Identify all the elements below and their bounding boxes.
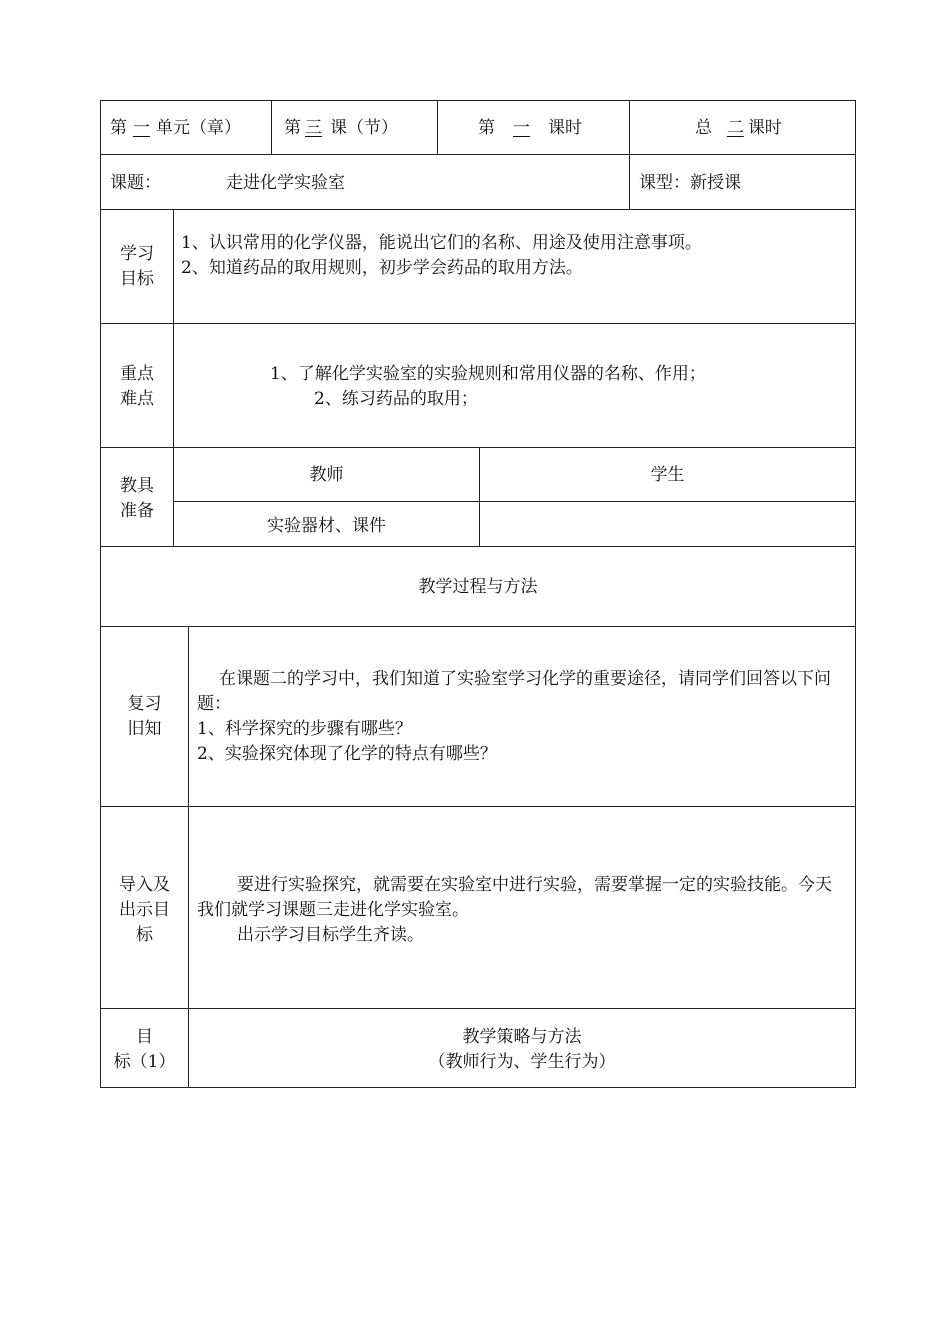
header-unit [110, 116, 241, 140]
keypoint-item-2: 2、练习药品的取用； [314, 389, 478, 409]
total-suffix: 课时 [747, 118, 782, 138]
total-prefix: 总 [695, 118, 712, 138]
materials-teacher-header: 教师 [309, 465, 344, 485]
keypoints-label-line2: 难点 [120, 389, 154, 409]
intro-paragraph: 要进行实验探究，就需要在实验室中进行实验，需要掌握一定的实验技能。今天我们就学习课题三走进化学实验室。 [197, 875, 832, 920]
header-period [478, 116, 582, 140]
unit-suffix: 单元（章） [156, 118, 241, 138]
intro-line2: 出示学习目标学生齐读。 [237, 925, 424, 945]
review-question-2: 2、实验探究体现了化学的特点有哪些？ [197, 744, 497, 764]
unit-prefix: 第 [110, 118, 127, 138]
objective-item-1: 1、认识常用的化学仪器，能说出它们的名称、用途及使用注意事项。 [181, 233, 702, 253]
header-lesson-cell [271, 100, 438, 155]
intro-label-line1: 导入及 [119, 875, 170, 895]
header-period-cell [437, 100, 630, 155]
goal1-title: 教学策略与方法 [462, 1027, 582, 1047]
intro-label-line2: 出示目 [119, 900, 170, 920]
review-content-cell [188, 626, 856, 807]
keypoints-label-line1: 重点 [120, 364, 154, 384]
objectives-label-line1: 学习 [120, 244, 154, 264]
period-suffix: 课时 [548, 118, 582, 138]
objectives-content-cell [173, 209, 856, 324]
header-unit-cell [100, 100, 272, 155]
review-label-line1: 复习 [127, 694, 162, 714]
review-question-1: 1、科学探究的步骤有哪些？ [197, 719, 412, 739]
goal1-content-cell [188, 1008, 856, 1088]
objectives-label-cell [100, 209, 174, 324]
keypoints-content-cell [173, 323, 856, 448]
materials-teacher-value-cell [173, 501, 480, 547]
goal1-label-cell [100, 1008, 189, 1088]
process-title-cell [100, 546, 856, 627]
materials-label-line2: 准备 [120, 501, 154, 521]
intro-label-line3: 标 [136, 925, 153, 945]
intro-content-cell [188, 806, 856, 1009]
goal1-label-line1: 目 [136, 1027, 153, 1047]
materials-label-line1: 教具 [120, 476, 154, 496]
materials-student-header: 学生 [650, 465, 685, 485]
intro-label-cell [100, 806, 189, 1009]
header-lesson [284, 116, 398, 140]
materials-label-cell [100, 447, 174, 547]
goal1-subtitle: （教师行为、学生行为） [428, 1052, 616, 1072]
topic-value: 走进化学实验室 [226, 173, 345, 193]
lesson-suffix: 课（节） [330, 118, 398, 138]
topic-cell [100, 154, 630, 210]
lesson-type-cell [629, 154, 856, 210]
lesson-blank: 三 [305, 118, 322, 138]
header-total-cell [629, 100, 856, 155]
keypoint-item-1: 1、了解化学实验室的实验规则和常用仪器的名称、作用； [270, 364, 706, 384]
topic-label: 课题： [110, 173, 161, 193]
lesson-type-label: 课型： [639, 173, 690, 193]
period-prefix: 第 [478, 118, 495, 138]
period-blank: 一 [513, 118, 530, 138]
objective-item-2: 2、知道药品的取用规则，初步学会药品的取用方法。 [181, 258, 583, 278]
materials-teacher-header-cell [173, 447, 480, 502]
objectives-label-line2: 目标 [120, 269, 154, 289]
materials-teacher-value: 实验器材、课件 [267, 516, 386, 536]
goal1-label-line2: 标（1） [113, 1052, 176, 1072]
header-total [695, 116, 782, 140]
lesson-prefix: 第 [284, 118, 301, 138]
review-label-cell [100, 626, 189, 807]
lesson-type [639, 171, 741, 195]
unit-blank: 一 [133, 118, 150, 138]
materials-student-value-cell [479, 501, 856, 547]
process-title: 教学过程与方法 [418, 577, 538, 597]
lesson-type-value: 新授课 [690, 173, 741, 193]
review-intro: 在课题二的学习中，我们知道了实验室学习化学的重要途径，请同学们回答以下问题： [197, 669, 831, 714]
review-label-line2: 旧知 [127, 719, 162, 739]
materials-student-header-cell [479, 447, 856, 502]
total-blank: 二 [726, 118, 744, 138]
keypoints-label-cell [100, 323, 174, 448]
